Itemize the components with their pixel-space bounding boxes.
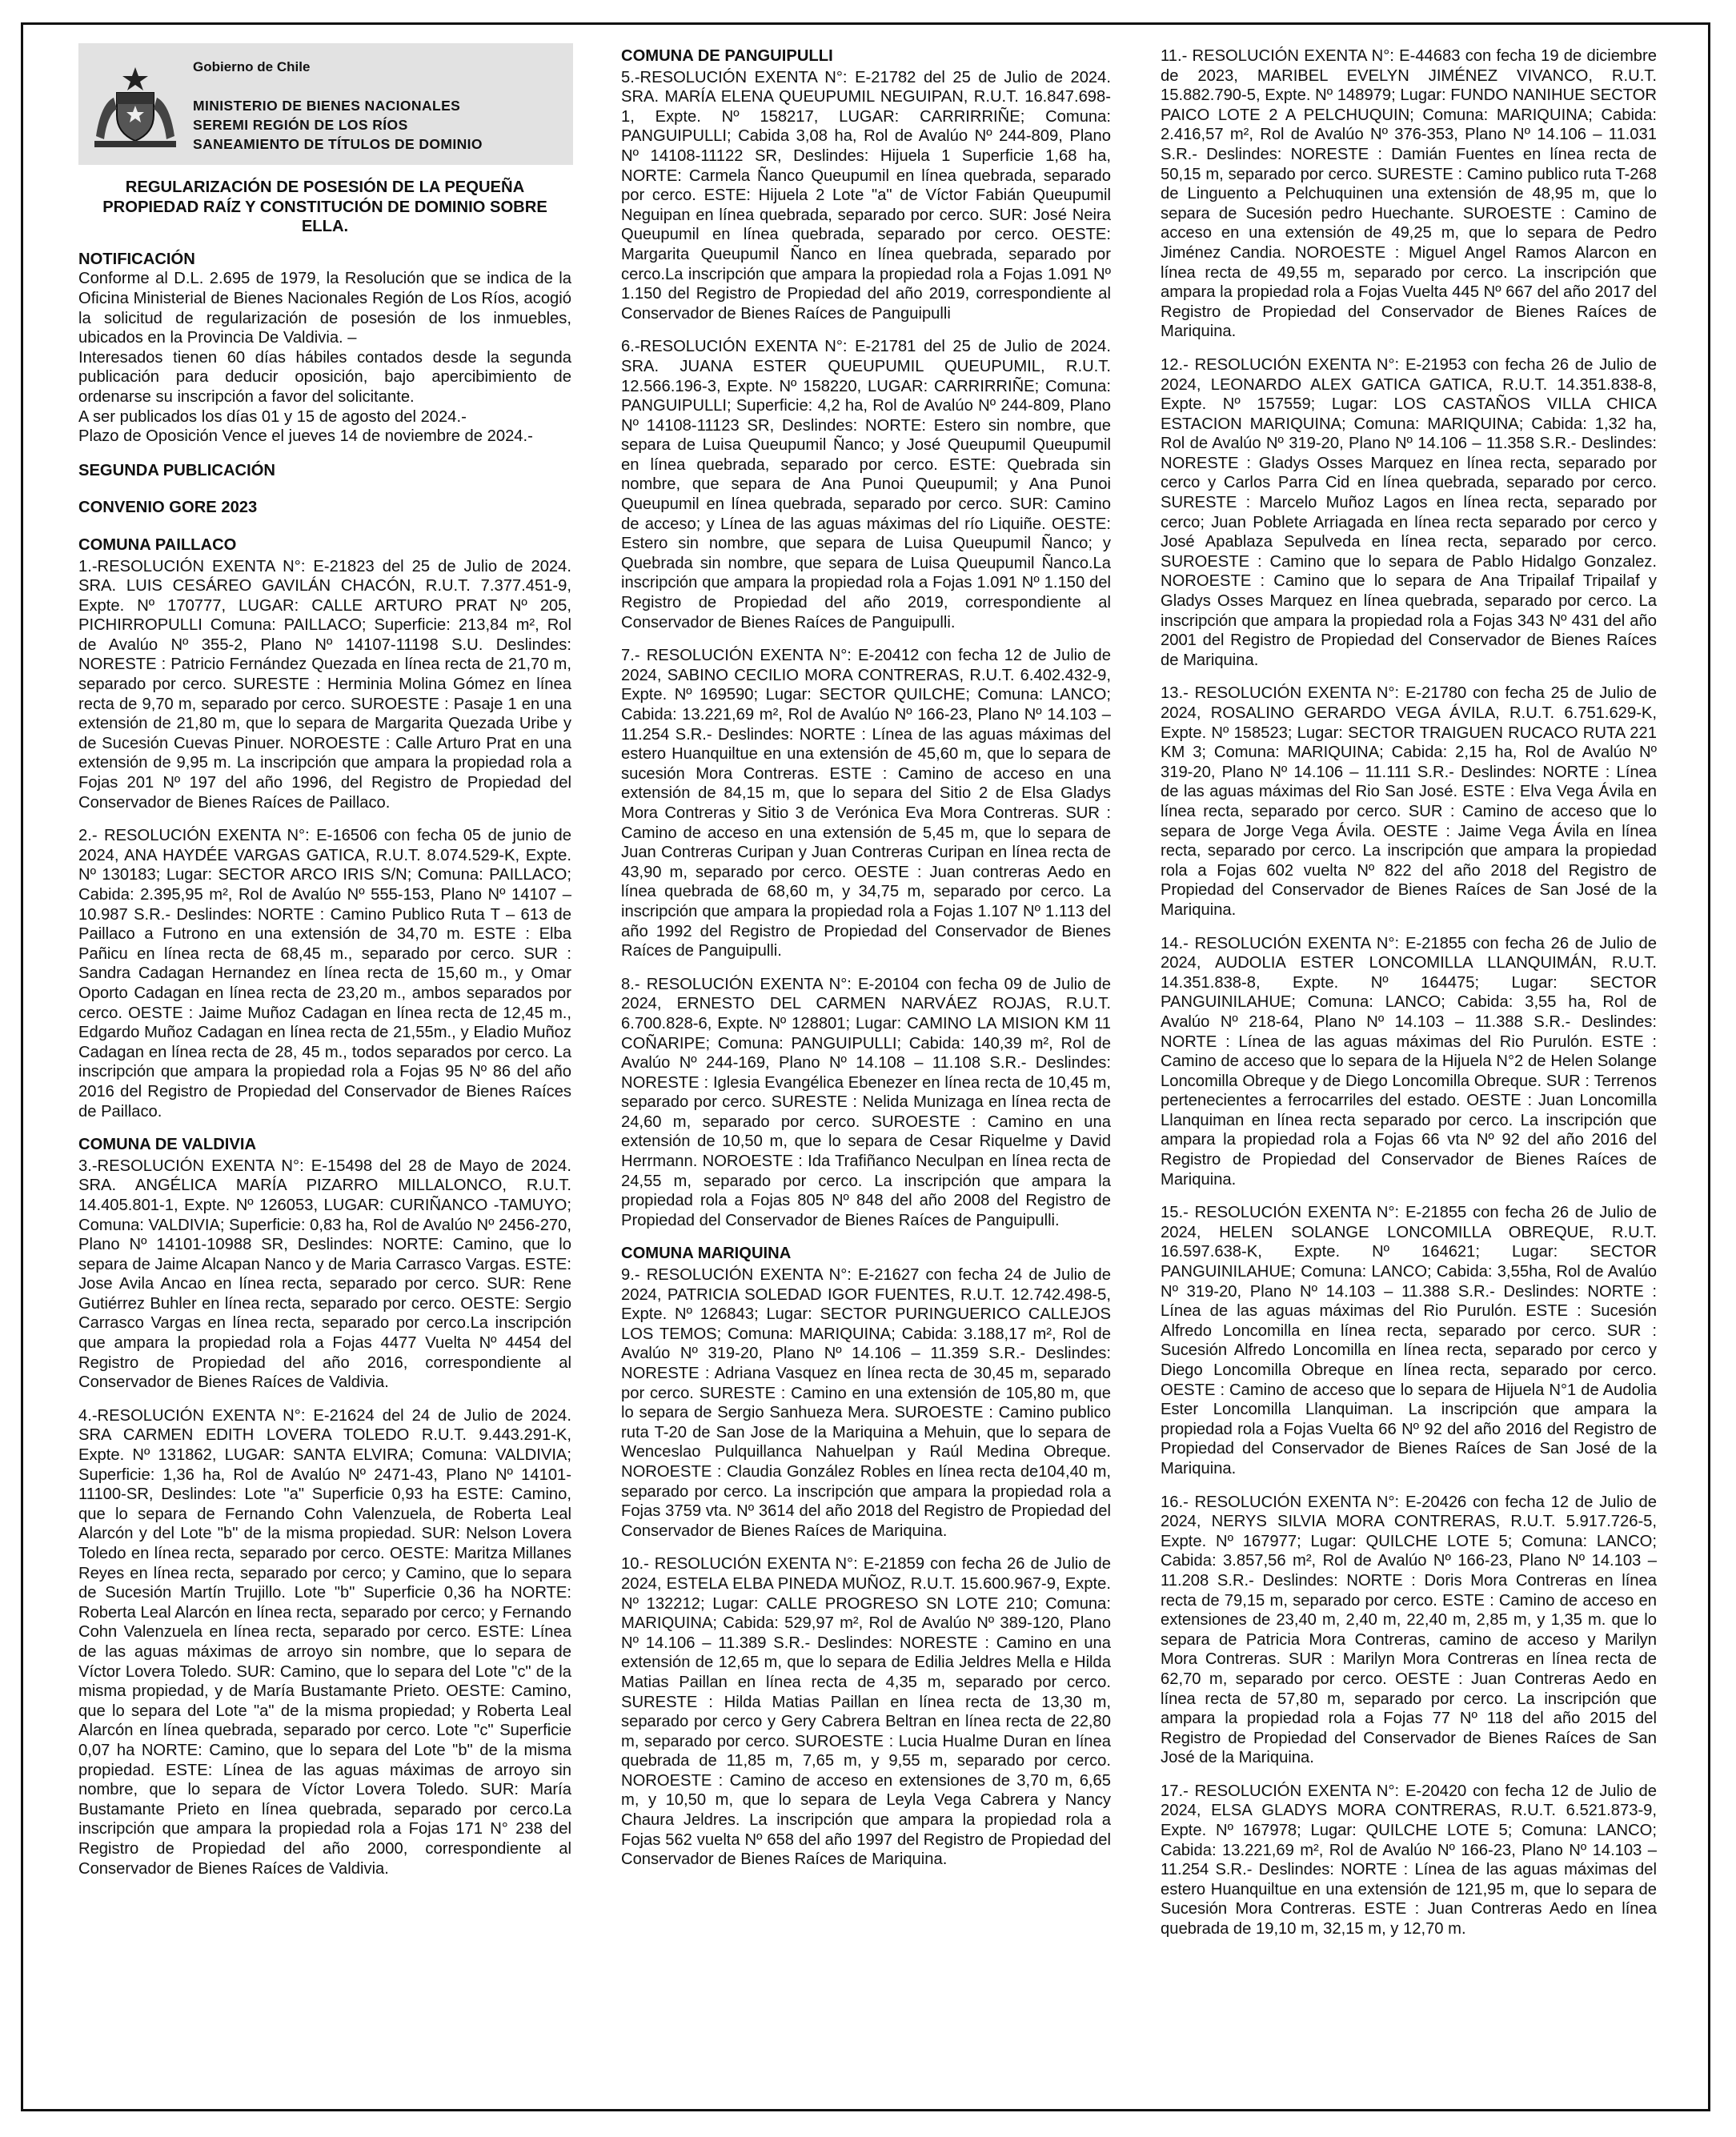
- notificacion-paragraph-4: Plazo de Oposición Vence el jueves 14 de noviembre de 2024.-: [78, 427, 533, 446]
- resolution-entry-12: 12.- RESOLUCIÓN EXENTA N°: E-21953 con fecha 26 de Julio de 2024, LEONARDO ALEX GATICA GATICA, R.U.T. 14.351.838-8, Expte. Nº 157559; Lugar: LOS CASTAÑOS VILLA CHICA ESTACION MARIQUINA; Comuna: MARIQUINA; Cabida: 1,32 ha, Rol de Avalúo Nº 319-20, Plano Nº 14.106 – 11.358 S.R.- Deslindes: NORESTE : Gladys Osses Marquez en línea recta, separado por cerco y Carlos Parra Cid en línea quebrada, separado por cerco. SURESTE : Marcelo Muñoz Lagos en línea recta, separado por cerco; Juan Poblete Arriagada en línea recta separado por cerco y José Apablaza Sepulveda en línea recta, separado por cerco. SUROESTE : Camino que lo separa de Pablo Hidalgo Gonzalez. NOROESTE : Camino que lo separa de Ana Tripailaf Tripailaf y Gladys Osses Marquez en línea quebrada, separado por cerco. La inscripción que ampara la propiedad rola a Fojas 343 Nº 431 del año 2001 del Registro de Propiedad del Conservador de Bienes Raíces de Mariquina.: [1161, 355, 1657, 669]
- notificacion-paragraph-1: Conforme al D.L. 2.695 de 1979, la Resolución que se indica de la Oficina Ministerial de Bienes Nacionales Región de Los Ríos, acogió la solicitud de regularización de posesión de los inmuebles, ubicados en la Provincia De Valdivia. –: [78, 270, 571, 347]
- resolution-entry-9: 9.- RESOLUCIÓN EXENTA N°: E-21627 con fecha 24 de Julio de 2024, PATRICIA SOLEDAD IGOR FUENTES, R.U.T. 12.742.498-5, Expte. Nº 126843; Lugar: SECTOR PURINGUERICO CALLEJOS LOS TEMOS; Comuna: MARIQUINA; Cabida: 3.188,17 m², Rol de Avalúo Nº 319-20, Plano Nº 14.106 – 11.359 S.R.- Deslindes: NORESTE : Adriana Vasquez en línea recta de 30,45 m, separado por cerco. SURESTE : Camino en una extensión de 105,80 m, que lo separa de Sergio Sanhueza Mera. SUROESTE : Camino publico ruta T-20 de San Jose de la Mariquina a Mehuin, que lo separa de Wenceslao Pulquillanca Nahuelpan y Raúl Medina Obreque. NOROESTE : Claudia González Robles en línea recta de104,40 m, separado por cerco. La inscripción que ampara la propiedad rola a Fojas 3759 vta. Nº 3614 del año 2018 del Registro de Propiedad del Conservador de Bienes Raíces de Mariquina.: [621, 1266, 1111, 1540]
- resolution-entry-13: 13.- RESOLUCIÓN EXENTA N°: E-21780 con fecha 25 de Julio de 2024, ROSALINO GERARDO VEGA ÁVILA, R.U.T. 6.751.629-K, Expte. Nº 158523; Lugar: SECTOR TRAIGUEN RUCACO RUTA 221 KM 3; Comuna: MARIQUINA; Cabida: 2,15 ha, Rol de Avalúo Nº 319-20, Plano Nº 14.106 – 11.111 S.R.- Deslindes: NORTE : Línea de las aguas máximas del Rio San José. ESTE : Elva Vega Ávila en línea recta, separado por cerco. SUR : Camino de acceso que lo separa de Jorge Vega Ávila. OESTE : Jaime Vega Ávila en línea recta, separado por cerco. La inscripción que ampara la propiedad rola a Fojas 602 vuelta Nº 822 del año 2018 del Registro de Propiedad del Conservador de Bienes Raíces de San José de la Mariquina.: [1161, 684, 1657, 919]
- resolution-entry-3: 3.-RESOLUCIÓN EXENTA N°: E-15498 del 28 de Mayo de 2024. SRA. ANGÉLICA MARÍA PIZARRO MILLALONCO, R.U.T. 14.405.801-1, Expte. Nº 126053, LUGAR: CURIÑANCO -TAMUYO; Comuna: VALDIVIA; Superficie: 0,83 ha, Rol de Avalúo Nº 2456-270, Plano Nº 14101-10988 SR, Deslindes: NORTE: Camino, que lo separa de Jaime Alcapan Nanco y de Maria Carrasco Vargas. ESTE: Jose Avila Ancao en línea recta, separado por cerco. SUR: Rene Gutiérrez Buhler en línea recta, separado por cerco. OESTE: Sergio Carrasco Vargas en línea recta, separado por cerco.La inscripción que ampara la propiedad rola a Fojas 4477 Vuelta Nº 4454 del Registro de Propiedad del año 2016, correspondiente al Conservador de Bienes Raíces de Valdivia.: [78, 1157, 571, 1392]
- resolution-entry-10: 10.- RESOLUCIÓN EXENTA N°: E-21859 con fecha 26 de Julio de 2024, ESTELA ELBA PINEDA MUÑOZ, R.U.T. 15.600.967-9, Expte. Nº 132212; Lugar: CALLE PROGRESO SN LOTE 210; Comuna: MARIQUINA; Cabida: 529,97 m², Rol de Avalúo Nº 389-120, Plano Nº 14.106 – 11.389 S.R.- Deslindes: NORESTE : Camino en una extensión de 12,65 m, que lo separa de Edilia Jeldres Mella e Hilda Matias Paillan en línea recta de 4,35 m, separado por cerco. SURESTE : Hilda Matias Paillan en línea recta de 13,30 m, separado por cerco y Gery Cabrera Beltran en línea recta de 22,80 m, separado por cerco. SUROESTE : Lucia Hualme Duran en línea quebrada de 11,85 m, 7,65 m, y 9,55 m, separado por cerco. NOROESTE : Camino de acceso en extensiones de 3,70 m, 6,65 m, y 10,50 m, que lo separa de Leyla Vega Cabrera y Nancy Chaura Jeldres. La inscripción que ampara la propiedad rola a Fojas 562 vuelta Nº 658 del año 1997 del Registro de Propiedad del Conservador de Bienes Raíces de Mariquina.: [621, 1555, 1111, 1869]
- resolution-entry-5: 5.-RESOLUCIÓN EXENTA N°: E-21782 del 25 de Julio de 2024. SRA. MARÍA ELENA QUEUPUMIL NEGUIPAN, R.U.T. 16.847.698-1, Expte. Nº 158217, LUGAR: CARRIRRIÑE; Comuna: PANGUIPULLI; Cabida 3,08 ha, Rol de Avalúo Nº 244-809, Plano Nº 14108-11122 SR, Deslindes: Hijuela 1 Superficie 1,68 ha, NORTE: Carmela Ñanco Queupumil en línea quebrada, separado por cerco. ESTE: Hijuela 2 Lote "a" de Víctor Fabián Queupumil Neguipan en línea quebrada, separado por cerco. SUR: José Neira Queupumil en línea quebrada, separado por cerco. OESTE: Margarita Queupumil Ñanco en línea quebrada, separado por cerco.La inscripción que ampara la propiedad rola a Fojas 1.091 Nº 1.150 del Registro de Propiedad del año 2019, correspondiente al Conservador de Bienes Raíces de Panguipulli: [621, 68, 1111, 323]
- resolution-entry-4: 4.-RESOLUCIÓN EXENTA N°: E-21624 del 24 de Julio de 2024. SRA CARMEN EDITH LOVERA TOLEDO R.U.T. 9.443.291-K, Expte. Nº 131862, LUGAR: SANTA ELVIRA; Comuna: VALDIVIA; Superficie: 1,36 ha, Rol de Avalúo Nº 2471-43, Plano Nº 14101-11100-SR, Deslindes: Lote "a" Superficie 0,93 ha ESTE: Camino, que lo separa de Fernando Cohn Valenzuela, de Roberta Leal Alarcón y del Lote "b" de la misma propiedad. SUR: Nelson Lovera Toledo en línea recta, separado por cerco. OESTE: Maritza Millanes Reyes en línea recta, separado por cerco; y Camino, que lo separa de Sucesión Martín Trujillo. Lote "b" Superficie 0,36 ha NORTE: Roberta Leal Alarcón en línea recta, separado por cerco; y Fernando Cohn Valenzuela en línea recta, separado por cerco. ESTE: Línea de las aguas máximas de arroyo sin nombre, que lo separa de Víctor Lovera Toledo. SUR: Camino, que lo separa del Lote "c" de la misma propiedad, y de María Bustamante Prieto. OESTE: Camino, que lo separa del Lote "a" de la misma propiedad; y Roberta Leal Alarcón en línea quebrada, separado por cerco. Lote "c" Superficie 0,07 ha NORTE: Camino, que lo separa del Lote "b" de la misma propiedad. ESTE: Línea de las aguas máximas de arroyo sin nombre, que lo separa de Víctor Lovera Toledo. SUR: María Bustamante Prieto en línea quebrada, separado por cerco.La inscripción que ampara la propiedad rola a Fojas 171 N° 238 del Registro de Propiedad del año 2000, correspondiente al Conservador de Bienes Raíces de Valdivia.: [78, 1406, 571, 1878]
- resolution-entry-17: 17.- RESOLUCIÓN EXENTA N°: E-20420 con fecha 12 de Julio de 2024, ELSA GLADYS MORA CONTRERAS, R.U.T. 6.521.873-9, Expte. Nº 167978; Lugar: QUILCHE LOTE 5; Comuna: LANCO; Cabida: 13.221,69 m², Rol de Avalúo Nº 166-23, Plano Nº 14.103 – 11.254 S.R.- Deslindes: NORTE : Línea de las aguas máximas del estero Huanquiltue en una extensión de 121,95 m, que lo separa de Sucesión Mora Contreras. ESTE : Juan Contreras Aedo en línea quebrada de 19,10 m, 32,15 m, y 12,70 m.: [1161, 1782, 1657, 1939]
- convenio-label: CONVENIO GORE 2023: [78, 499, 258, 517]
- title-line-2: PROPIEDAD RAÍZ Y CONSTITUCIÓN DE DOMINIO SOBRE ELLA.: [102, 198, 547, 236]
- title-line-1: REGULARIZACIÓN DE POSESIÓN DE LA PEQUEÑA: [125, 178, 525, 196]
- gobierno-label: Gobierno de Chile: [193, 59, 311, 74]
- ministry-line-2: SEREMI REGIÓN DE LOS RÍOS: [193, 117, 408, 133]
- segunda-publicacion-label: SEGUNDA PUBLICACIÓN: [78, 461, 275, 479]
- resolution-entry-1: 1.-RESOLUCIÓN EXENTA N°: E-21823 del 25 de Julio de 2024. SRA. LUIS CESÁREO GAVILÁN CHACÓN, R.U.T. 7.377.451-9, Expte. Nº 170777, LUGAR: CALLE ARTURO PRAT Nº 205, PICHIRROPULLI Comuna: PAILLACO; Superficie: 213,84 m², Rol de Avalúo Nº 355-2, Plano Nº 14107-11198 S.U. Deslindes: NORESTE : Patricio Fernández Quezada en línea recta de 21,70 m, separado por cerco. SURESTE : Herminia Molina Gómez en línea recta de 9,70 m, separado por cerco. SUROESTE : Pasaje 1 en una extensión de 21,80 m, que lo separa de Margarita Quezada Uribe y de Sucesión Cuevas Pinuer. NOROESTE : Calle Arturo Prat en una extensión de 9,95 m. La inscripción que ampara la propiedad rola a Fojas 201 Nº 197 del año 1996, del Registro de Propiedad del Conservador de Bienes Raíces de Paillaco.: [78, 557, 571, 812]
- column-1: [78, 43, 571, 1892]
- ministry-line-3: SANEAMIENTO DE TÍTULOS DE DOMINIO: [193, 136, 483, 152]
- resolution-entry-15: 15.- RESOLUCIÓN EXENTA N°: E-21855 con fecha 26 de Julio de 2024, HELEN SOLANGE LONCOMILLA OBREQUE, R.U.T. 16.597.638-K, Expte. Nº 164621; Lugar: SECTOR PANGUINILAHUE; Comuna: LANCO; Cabida: 3,55ha, Rol de Avalúo Nº 319-20, Plano Nº 14.103 – 11.388 S.R.- Deslindes: NORTE : Línea de las aguas máximas del Rio Purulón. ESTE : Sucesión Alfredo Loncomilla en línea recta, separado por cerco. SUR : Sucesión Alfredo Loncomilla en línea recta, separado por cerco y Diego Loncomilla Obreque en línea recta, separado por cerco. OESTE : Camino de acceso que lo separa de Hijuela N°1 de Audolia Ester Loncomilla Llanquiman. La inscripción que ampara la propiedad rola a Fojas Vuelta 66 Nº 92 del año 2016 del Registro de Propiedad del Conservador de Bienes Raíces de San José de la Mariquina.: [1161, 1204, 1657, 1477]
- notificacion-section: [78, 250, 571, 447]
- notificacion-paragraph-3: A ser publicados los días 01 y 15 de agosto del 2024.-: [78, 407, 467, 426]
- resolution-entry-11: 11.- RESOLUCIÓN EXENTA N°: E-44683 con fecha 19 de diciembre de 2023, MARIBEL EVELYN JIMÉNEZ VIVANCO, R.U.T. 15.882.790-5, Expte. Nº 148979; Lugar: FUNDO NANIHUE SECTOR PAICO LOTE 2 A PELCHUQUIN; Comuna: MARIQUINA; Cabida: 2.416,57 m², Rol de Avalúo Nº 376-353, Plano Nº 14.106 – 11.031 S.R.- Deslindes: NORESTE : Damián Fuentes en línea recta de 50,15 m, separado por cerco. SURESTE : Camino publico ruta T-268 de Linguento a Pelchuquinen una extensión de 48,95 m, que lo separa de Sucesión pedro Huechante. SUROESTE : Camino de acceso en una extensión de 49,25 m, que lo separa de Pedro Jiménez Candia. NOROESTE : Miguel Angel Ramos Alarcon en línea recta de 49,55 m, separado por cerco. La inscripción que ampara la propiedad rola a Fojas Vuelta 445 Nº 667 del año 2017 del Registro de Propiedad del Conservador de Bienes Raíces de Mariquina.: [1161, 47, 1657, 341]
- comuna-heading-paillaco: COMUNA PAILLACO: [78, 535, 237, 554]
- column-2: [621, 46, 1111, 1883]
- ministry-line-1: MINISTERIO DE BIENES NACIONALES: [193, 98, 461, 114]
- comuna-heading-valdivia: COMUNA DE VALDIVIA: [78, 1136, 257, 1154]
- resolution-entry-7: 7.- RESOLUCIÓN EXENTA N°: E-20412 con fecha 12 de Julio de 2024, SABINO CECILIO MORA CONTRERAS, R.U.T. 6.402.432-9, Expte. Nº 169590; Lugar: SECTOR QUILCHE; Comuna: LANCO; Cabida: 13.221,69 m², Rol de Avalúo Nº 166-23, Plano Nº 14.103 – 11.254 S.R.- Deslindes: NORTE : Línea de las aguas máximas del estero Huanquiltue en una extensión de 45,60 m, que lo separa de sucesión Mora Contreras. ESTE : Camino de acceso en una extensión de 84,15 m, que lo separa del Sitio 2 de Elsa Gladys Mora Contreras y Sitio 3 de Verónica Eva Mora Contreras. SUR : Camino de acceso en una extensión de 5,45 m, que lo separa de Juan Contreras Curipan y Juan Contreras Curipan en línea recta de 43,90 m, separado por cerco. OESTE : Juan contreras Aedo en línea quebrada de 68,60 m, y 34,75 m, separado por cerco. La inscripción que ampara la propiedad rola a Fojas 1.107 Nº 1.113 del año 1992 del Registro de Propiedad del Conservador de Bienes Raíces de Panguipulli.: [621, 647, 1111, 960]
- comuna-heading-panguipulli: COMUNA DE PANGUIPULLI: [621, 47, 833, 65]
- notificacion-label: NOTIFICACIÓN: [78, 250, 195, 268]
- chile-coat-of-arms-icon: [90, 64, 181, 152]
- resolution-entry-14: 14.- RESOLUCIÓN EXENTA N°: E-21855 con fecha 26 de Julio de 2024, AUDOLIA ESTER LONCOMILLA LLANQUIMÁN, R.U.T. 14.351.838-8, Expte. Nº 164475; Lugar: SECTOR PANGUINILAHUE; Comuna: LANCO; Cabida: 3,55 ha, Rol de Avalúo Nº 218-64, Plano Nº 14.103 – 11.388 S.R.- Deslindes: NORTE : Línea de las aguas máximas del Rio Purulón. ESTE : Camino de acceso que lo separa de la Hijuela N°2 de Helen Solange Loncomilla Obreque y de Diego Loncomilla Obreque. SUR : Terrenos pertenecientes a ferrocarriles del estado. OESTE : Juan Loncomilla Llanquiman en línea recta separado por cerco. La inscripción que ampara la propiedad rola a Fojas 66 vta Nº 92 del año 2016 del Registro de Propiedad del Conservador de Bienes Raíces de Mariquina.: [1161, 934, 1657, 1189]
- column-3: [1161, 46, 1657, 1953]
- resolution-entry-8: 8.- RESOLUCIÓN EXENTA N°: E-20104 con fecha 09 de Julio de 2024, ERNESTO DEL CARMEN NARVÁEZ ROJAS, R.U.T. 6.700.828-6, Expte. Nº 128801; Lugar: CAMINO LA MISION KM 11 COÑARIPE; Comuna: PANGUIPULLI; Cabida: 140,39 m², Rol de Avalúo Nº 244-169, Plano Nº 14.108 – 11.108 S.R.- Deslindes: NORESTE : Iglesia Evangélica Ebenezer en línea recta de 10,45 m, separado por cerco. SURESTE : Nelida Munizaga en línea recta de 24,60 m, separado por cerco. SUROESTE : Camino en una extensión de 10,50 m, que lo separa de Cesar Riquelme y David Herrmann. NOROESTE : Ida Trafiñanco Neculpan en línea recta de 24,55 m, separado por cerco. La inscripción que ampara la propiedad rola a Fojas 805 Nº 848 del año 2008 del Registro de Propiedad del Conservador de Bienes Raíces de Panguipulli.: [621, 975, 1111, 1229]
- resolution-entry-6: 6.-RESOLUCIÓN EXENTA N°: E-21781 del 25 de Julio de 2024. SRA. JUANA ESTER QUEUPUMIL QUEUPUMIL, R.U.T. 12.566.196-3, Expte. Nº 158220, LUGAR: CARRIRRIÑE; Comuna: PANGUIPULLI; Superficie: 4,2 ha, Rol de Avalúo Nº 244-809, Plano Nº 14108-11123 SR, Deslindes: NORTE: Estero sin nombre, que separa de Luisa Queupumil Ñanco; y José Queupumil Queupumil en línea quebrada, separado por cerco. ESTE: Quebrada sin nombre, que separa de Ana Punoi Queupumil; y Ana Punoi Queupumil en línea quebrada, separado por cerco. SUR: Camino de acceso; y Línea de las aguas máximas del río Liquiñe. OESTE: Estero sin nombre, que separa de Luisa Queupumil Ñanco; y Quebrada sin nombre, que separa de Luisa Queupumil Ñanco.La inscripción que ampara la propiedad rola a Fojas 1.091 Nº 1.150 del Registro de Propiedad del año 2019, correspondiente al Conservador de Bienes Raíces de Panguipulli.: [621, 338, 1111, 631]
- resolution-entry-2: 2.- RESOLUCIÓN EXENTA N°: E-16506 con fecha 05 de junio de 2024, ANA HAYDÉE VARGAS GATICA, R.U.T. 8.074.529-K, Expte. Nº 130183; Lugar: SECTOR ARCO IRIS S/N; Comuna: PAILLACO; Cabida: 2.395,95 m², Rol de Avalúo Nº 555-153, Plano Nº 14107 – 10.987 S.R.- Deslindes: NORTE : Camino Publico Ruta T – 613 de Paillaco a Futrono en una extensión de 34,70 m. ESTE : Elba Pañicu en línea recta de 68,45 m., separado por cerco. SUR : Sandra Cadagan Hernandez en línea recta de 15,60 m., y Omar Oporto Cadagan en línea recta de 23,20 m., ambos separados por cerco. OESTE : Jaime Muñoz Cadagan en línea recta de 12,45 m., Edgardo Muñoz Cadagan en línea recta de 21,55m., y Eladio Muñoz Cadagan en línea recta de 28, 45 m., todos separados por cerco. La inscripción que ampara la propiedad rola a Fojas 95 Nº 86 del año 2016 del Registro de Propiedad del Conservador de Bienes Raíces de Paillaco.: [78, 827, 571, 1121]
- document-title: [78, 178, 571, 237]
- ministry-header: [78, 43, 573, 165]
- comuna-heading-mariquina: COMUNA MARIQUINA: [621, 1245, 792, 1263]
- resolution-entry-16: 16.- RESOLUCIÓN EXENTA N°: E-20426 con fecha 12 de Julio de 2024, NERYS SILVIA MORA CONTRERAS, R.U.T. 5.917.726-5, Expte. Nº 167977; Lugar: QUILCHE LOTE 5; Comuna: LANCO; Cabida: 3.857,56 m², Rol de Avalúo Nº 166-23, Plano Nº 14.103 – 11.208 S.R.- Deslindes: NORTE : Doris Mora Contreras en línea recta de 79,15 m, separado por cerco. ESTE : Camino de acceso en extensiones de 23,40 m, 2,40 m, 22,40 m, 2,85 m, y 1,35 m. que lo separa de Patricia Mora Contreras, camino de acceso y Marilyn Mora Contreras. SUR : Marilyn Mora Contreras en línea recta de 62,70 m, separado por cerco. OESTE : Juan Contreras Aedo en línea recta de 57,80 m, separado por cerco. La inscripción que ampara la propiedad rola a Fojas 77 Nº 118 del año 2015 del Registro de Propiedad del Conservador de Bienes Raíces de San José de la Mariquina.: [1161, 1493, 1657, 1767]
- notificacion-paragraph-2: Interesados tienen 60 días hábiles contados desde la segunda publicación para deducir oposición, bajo apercibimiento de ordenarse su inscripción a favor del solicitante.: [78, 348, 571, 406]
